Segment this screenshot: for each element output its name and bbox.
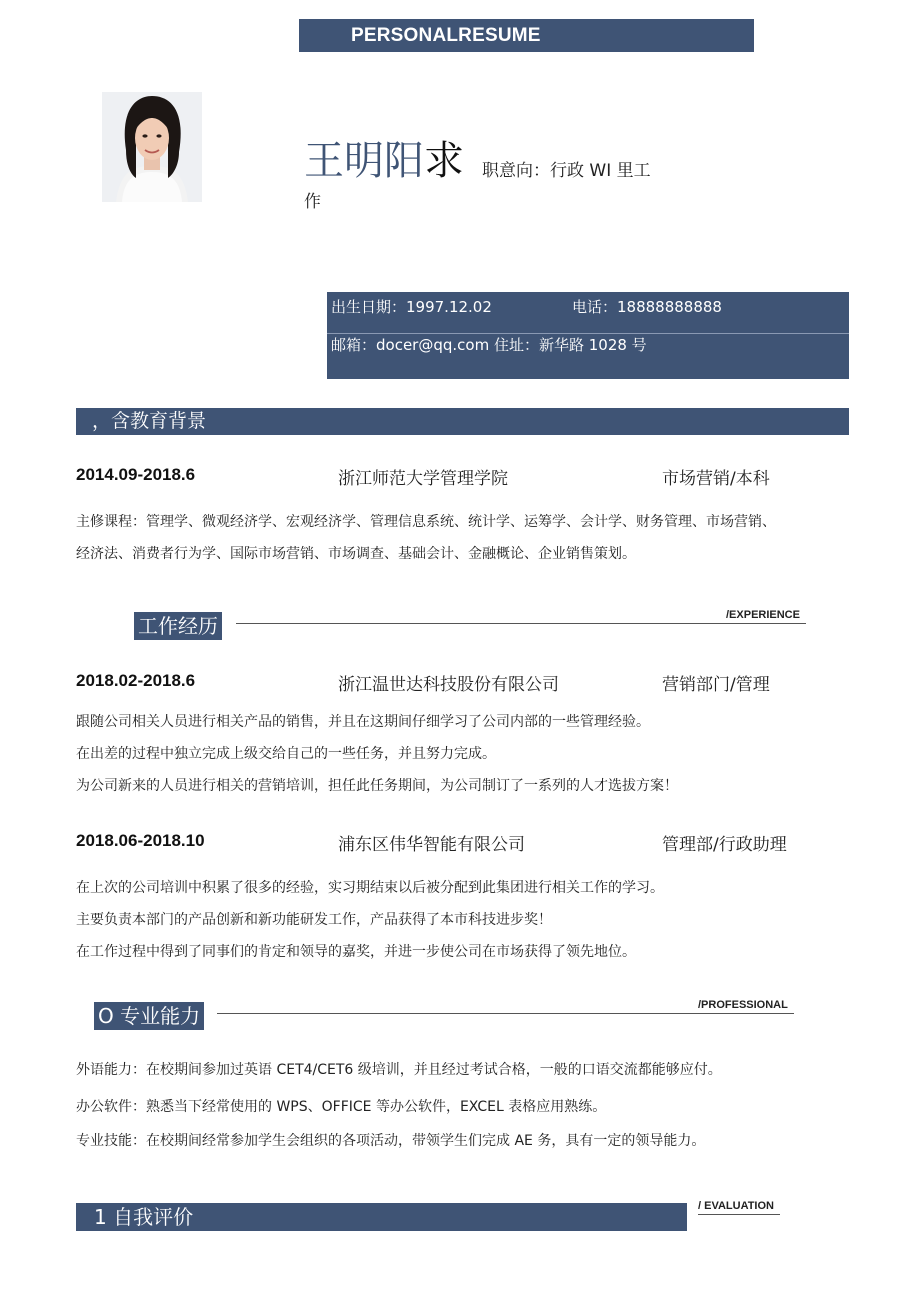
education-courses: 主修课程：管理学、微观经济学、宏观经济学、管理信息系统、统计学、运筹学、会计学、财务管理、市场营销、: [76, 514, 776, 530]
skills-english-label: /PROFESSIONAL: [698, 999, 788, 1011]
experience-rule: [236, 623, 806, 624]
skill-language: 外语能力：在校期间参加过英语 CET4/CET6 级培训，并且经过考试合格，一般的口语交流都能够应付。: [76, 1062, 722, 1078]
education-date: 2014.09-2018.6: [76, 465, 196, 484]
contact-info-box: [327, 292, 849, 379]
job-1-line-2: 在出差的过程中独立完成上级交给自己的一些任务，并且努力完成。: [76, 746, 496, 762]
job-2-date: 2018.06-2018.10: [76, 831, 205, 850]
skills-rule: [217, 1013, 794, 1014]
job-2-line-1: 在上次的公司培训中积累了很多的经验，实习期结束以后被分配到此集团进行相关工作的学习。: [76, 880, 664, 896]
evaluation-english-label: / EVALUATION: [698, 1200, 774, 1212]
job-1-company: 浙江温世达科技股份有限公司: [338, 675, 559, 695]
email-address: 邮箱：docer@qq.com 住址：新华路 1028 号: [331, 336, 647, 354]
profile-photo: [102, 92, 202, 202]
job-1-line-3: 为公司新来的人员进行相关的营销培训，担任此任务期间，为公司制订了一系列的人才选拔方案！: [76, 778, 678, 794]
skills-section-title: O 专业能力: [94, 1002, 204, 1030]
job-intent-continued: 作: [304, 192, 321, 212]
name-tail: 求: [424, 138, 464, 184]
job-2-line-3: 在工作过程中得到了同事们的肯定和领导的嘉奖，并进一步使公司在市场获得了领先地位。: [76, 944, 636, 960]
skill-office: 办公软件：熟悉当下经常使用的 WPS、OFFICE 等办公软件，EXCEL 表格应用熟练。: [76, 1099, 607, 1115]
education-courses-continued: 经济法、消费者行为学、国际市场营销、市场调查、基础会计、金融概论、企业销售策划。: [76, 546, 636, 562]
birth-date: 出生日期：1997.12.02: [331, 298, 492, 316]
job-intent: 职意向：行政 WI 里工: [482, 161, 651, 181]
candidate-name: [304, 135, 464, 187]
experience-english-label: /EXPERIENCE: [726, 609, 800, 621]
name-main: 王明阳: [304, 138, 424, 184]
skill-professional: 专业技能：在校期间经常参加学生会组织的各项活动，带领学生们完成 AE 务，具有一定的领导能力。: [76, 1133, 706, 1149]
job-1-line-1: 跟随公司相关人员进行相关产品的销售，并且在这期间仔细学习了公司内部的一些管理经验。: [76, 714, 650, 730]
job-2-role: 管理部/行政助理: [662, 835, 787, 855]
job-2-company: 浦东区伟华智能有限公司: [338, 835, 525, 855]
experience-section-title: 工作经历: [134, 612, 222, 640]
resume-banner: PERSONALRESUME: [299, 19, 754, 52]
education-school: 浙江师范大学管理学院: [338, 469, 508, 489]
education-major: 市场营销/本科: [662, 469, 770, 489]
evaluation-rule: [698, 1214, 780, 1215]
job-1-role: 营销部门/管理: [662, 675, 770, 695]
education-section-title: ，含教育背景: [76, 408, 849, 435]
phone-number: 电话：18888888888: [572, 298, 722, 316]
job-2-line-2: 主要负责本部门的产品创新和新功能研发工作，产品获得了本市科技进步奖！: [76, 912, 552, 928]
job-1-date: 2018.02-2018.6: [76, 671, 196, 690]
evaluation-section-title: 1 自我评价: [76, 1203, 687, 1231]
